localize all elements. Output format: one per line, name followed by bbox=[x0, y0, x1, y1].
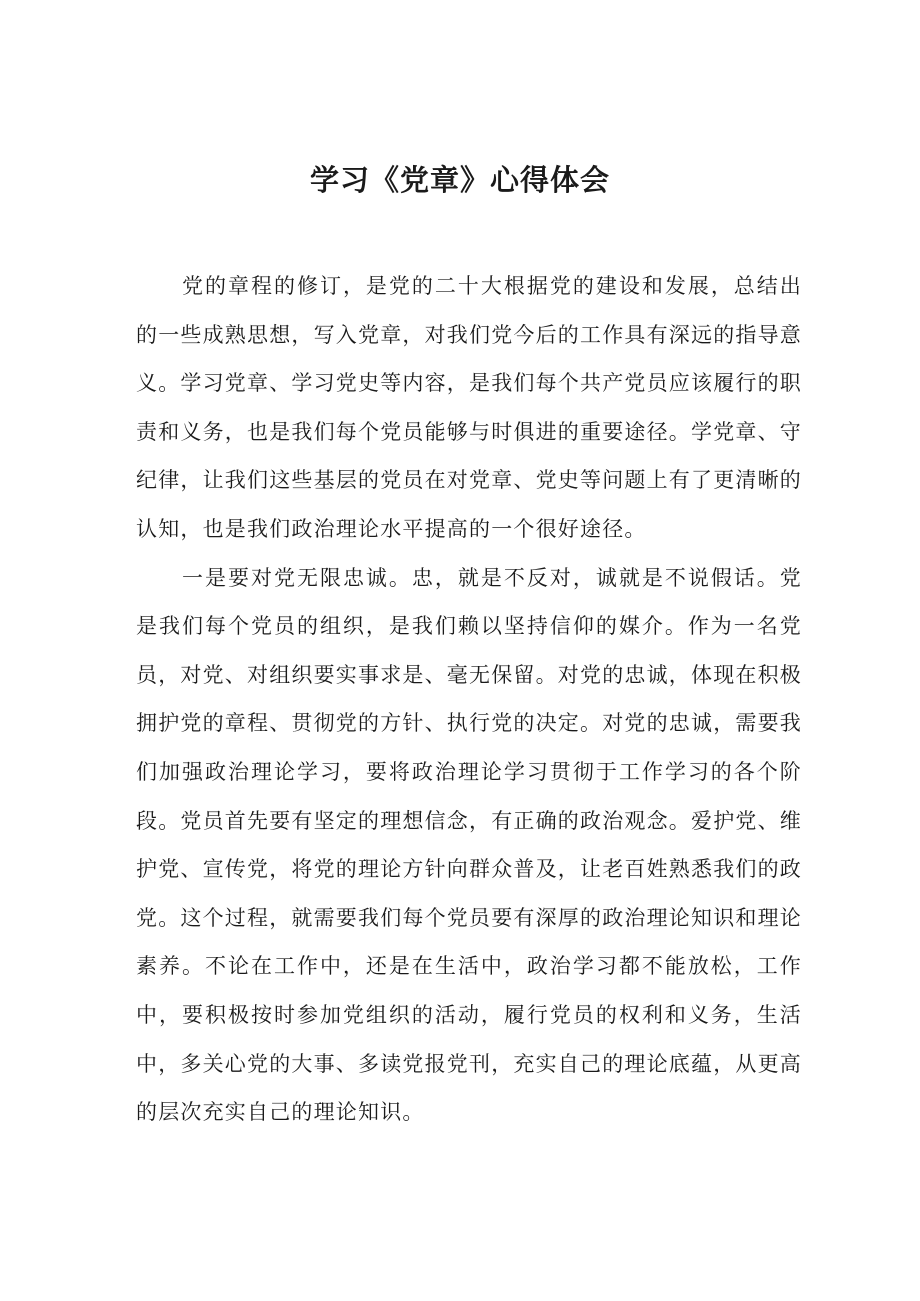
document-title: 学习《党章》心得体会 bbox=[309, 163, 610, 197]
paragraph-1: 党的章程的修订，是党的二十大根据党的建设和发展，总结出的一些成熟思想，写入党章，对我们党今后的工作具有深远的指导意义。学习党章、学习党史等内容，是我们每个共产党员应该履行的职责和义务，也是我们每个党员能够与时俱进的重要途径。学党章、守纪律，让我们这些基层的党员在对党章、党史等问题上有了更清晰的认知，也是我们政治理论水平提高的一个很好途径。 bbox=[136, 274, 802, 541]
paragraph-2: 一是要对党无限忠诚。忠，就是不反对，诚就是不说假话。党是我们每个党员的组织，是我们赖以坚持信仰的媒介。作为一名党员，对党、对组织要实事求是、毫无保留。对党的忠诚，体现在积极拥护党的章程、贯彻党的方针、执行党的决定。对党的忠诚，需要我们加强政治理论学习，要将政治理论学习贯彻于工作学习的各个阶段。党员首先要有坚定的理想信念，有正确的政治观念。爱护党、维护党、宣传党，将党的理论方针向群众普及，让老百姓熟悉我们的政党。这个过程，就需要我们每个党员要有深厚的政治理论知识和理论素养。不论在工作中，还是在生活中，政治学习都不能放松，工作中，要积极按时参加党组织的活动，履行党员的权利和义务，生活中，多关心党的大事、多读党报党刊，充实自己的理论底蕴，从更高的层次充实自己的理论知识。 bbox=[136, 565, 802, 1125]
document-body bbox=[136, 262, 802, 1137]
